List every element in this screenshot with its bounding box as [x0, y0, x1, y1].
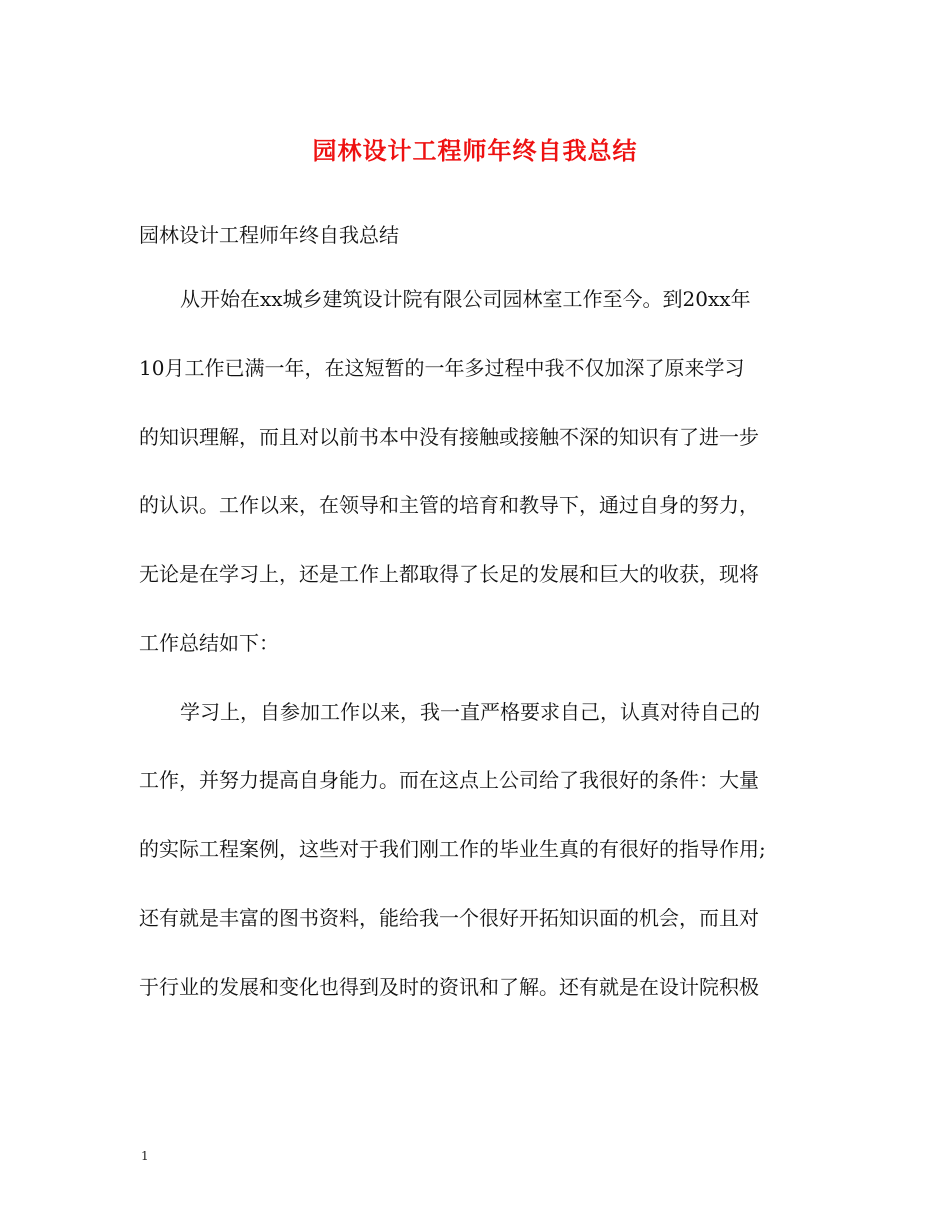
paragraph-line: 工作总结如下：	[139, 631, 279, 655]
paragraph-line: 无论是在学习上，还是工作上都取得了长足的发展和巨大的收获，现将	[139, 562, 759, 586]
paragraph-line: 的实际工程案例，这些对于我们刚工作的毕业生真的有很好的指导作用;	[139, 837, 766, 861]
paragraph-line: 的认识。工作以来，在领导和主管的培育和教导下，通过自身的努力，	[139, 493, 759, 517]
paragraph-line: 的知识理解，而且对以前书本中没有接触或接触不深的知识有了进一步	[139, 425, 759, 449]
paragraph-line: 还有就是丰富的图书资料，能给我一个很好开拓知识面的机会，而且对	[139, 906, 759, 930]
paragraph-line: 工作，并努力提高自身能力。而在这点上公司给了我很好的条件：大量	[139, 768, 759, 792]
paragraph-line: 10月工作已满一年，在这短暂的一年多过程中我不仅加深了原来学习	[139, 356, 745, 380]
document-subtitle: 园林设计工程师年终自我总结	[139, 223, 399, 247]
document-title: 园林设计工程师年终自我总结	[312, 136, 638, 165]
page-number: 1	[141, 1149, 149, 1163]
paragraph-line: 从开始在xx城乡建筑设计院有限公司园林室工作至今。到20xx年	[180, 287, 751, 311]
paragraph-line: 学习上，自参加工作以来，我一直严格要求自己，认真对待自己的	[180, 700, 760, 724]
paragraph-line: 于行业的发展和变化也得到及时的资讯和了解。还有就是在设计院积极	[139, 975, 759, 999]
